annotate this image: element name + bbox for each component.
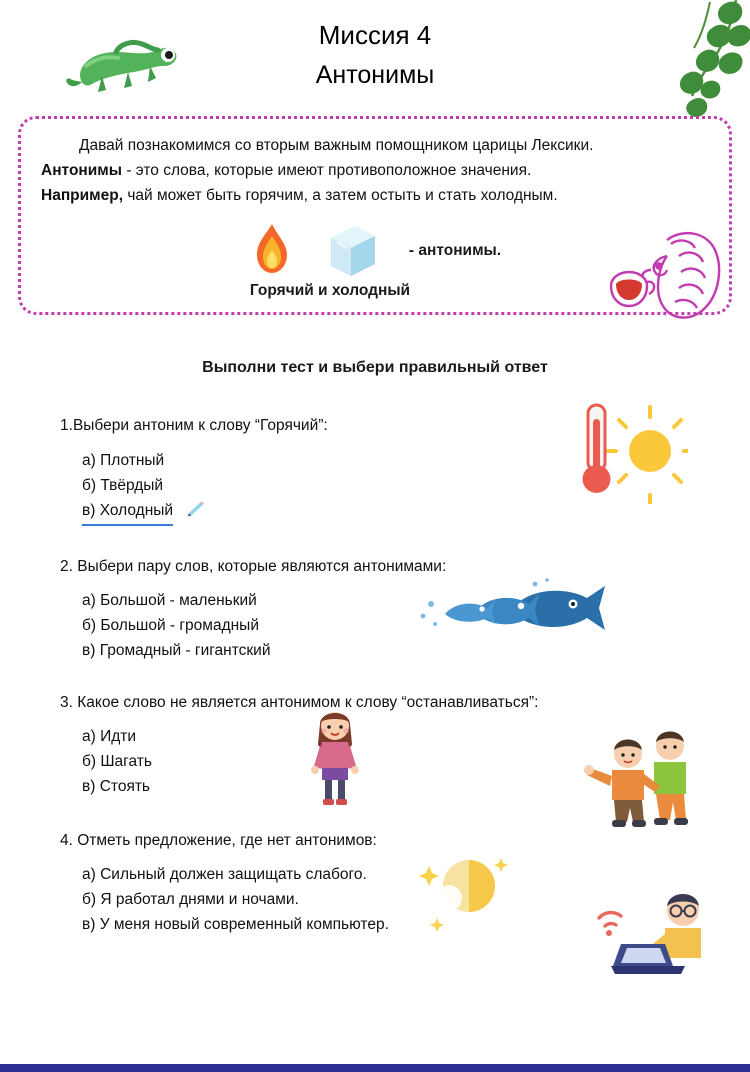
question-2-options [60, 589, 750, 663]
question-3-prompt: Какое слово не является антонимом к слову “останавливаться”: [77, 693, 539, 711]
question-3-number: 3. [60, 693, 73, 711]
questions-list [0, 415, 750, 938]
question-4 [0, 830, 750, 938]
q3-option-a[interactable]: а) Идти [82, 728, 137, 746]
question-4-number: 4. [60, 831, 73, 849]
intro-line-2 [41, 158, 709, 183]
question-2 [0, 556, 750, 664]
q3-option-c[interactable]: в) Стоять [82, 777, 151, 795]
question-2-text [60, 556, 750, 578]
sun-moon-icon [415, 846, 515, 931]
question-4-text [60, 830, 750, 852]
q2-option-a[interactable]: а) Большой - маленький [82, 592, 257, 610]
q1-option-c[interactable]: в) Холодный [82, 499, 173, 526]
sun-icon [606, 407, 688, 504]
thermometer-sun-icon [568, 399, 688, 504]
example-term: Например, [41, 187, 124, 205]
thermometer-icon [583, 405, 611, 493]
question-3-text [60, 692, 750, 714]
question-3 [0, 692, 750, 800]
fire-icon [249, 222, 295, 280]
pencil-icon [186, 502, 206, 518]
footer-bar [0, 1064, 750, 1072]
iguana-illustration [62, 22, 187, 102]
instruction-text: Выполни тест и выбери правильный ответ [202, 359, 548, 377]
page-title: Миссия 4 [318, 20, 432, 50]
ice-cube-icon [321, 222, 383, 280]
q2-option-b[interactable]: б) Большой - громадный [82, 617, 259, 635]
question-1 [0, 415, 750, 525]
question-2-prompt: Выбери пару слов, которые являются антонимами: [77, 557, 447, 575]
hedgehog-illustration [609, 214, 739, 334]
pair-caption: Горячий и холодный [249, 282, 411, 300]
q4-option-c[interactable]: в) У меня новый современный компьютер. [82, 916, 389, 934]
antonyms-definition: - это слова, которые имеют противоположное значения. [122, 162, 532, 180]
q2-option-c[interactable]: в) Громадный - гигантский [82, 641, 271, 659]
antonyms-term: Антонимы [41, 162, 123, 180]
teacup-icon [611, 272, 654, 306]
boy-laptop-icon [587, 882, 722, 987]
page-header [0, 0, 750, 110]
intro-box [18, 116, 732, 315]
pair-label: - антонимы. [408, 242, 502, 260]
q4-option-b[interactable]: б) Я работал днями и ночами. [82, 891, 299, 909]
q3-option-b[interactable]: б) Шагать [82, 753, 152, 771]
boys-icon [582, 720, 712, 835]
page-subtitle: Антонимы [315, 61, 435, 90]
example-text: чай может быть горячим, а затем остыть и стать холодным. [123, 187, 558, 205]
q1-option-b[interactable]: б) Твёрдый [82, 476, 164, 494]
question-1-number: 1. [60, 417, 73, 435]
girl-icon [300, 700, 370, 810]
question-2-number: 2. [60, 557, 73, 575]
q4-option-a[interactable]: а) Сильный должен защищать слабого. [82, 866, 367, 884]
q1-option-a[interactable]: а) Плотный [82, 452, 165, 470]
intro-line-1: Давай познакомимся со вторым важным помощником царицы Лексики. [79, 137, 594, 154]
intro-line-3 [41, 183, 709, 208]
ivy-illustration [640, 0, 750, 120]
question-1-prompt: Выбери антоним к слову “Горячий”: [72, 417, 328, 435]
question-4-prompt: Отметь предложение, где нет антонимов: [77, 831, 377, 849]
fish-icon [415, 574, 610, 644]
